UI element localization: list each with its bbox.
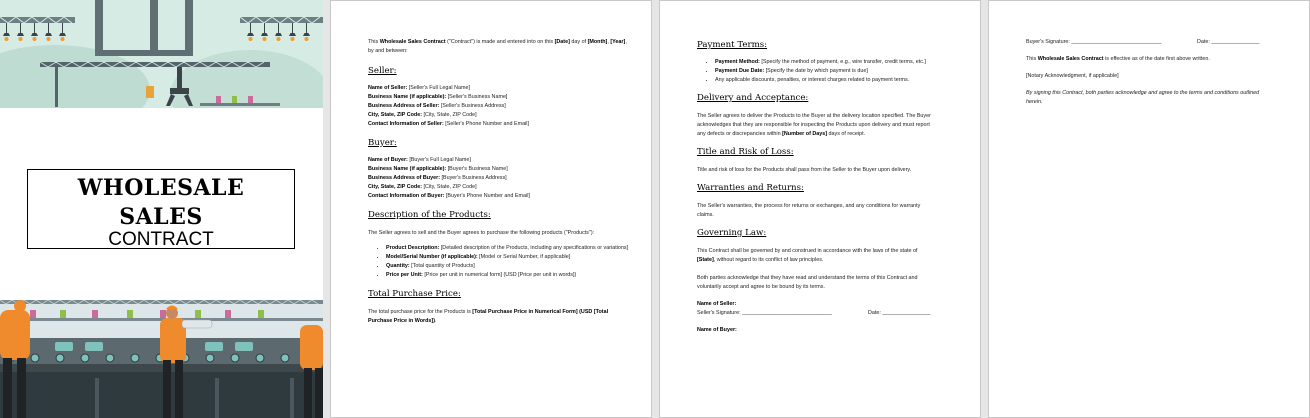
list-item: • Price per Unit: [Price per unit in numerical form] (USD [Price per unit in words]): [386, 271, 630, 280]
title-risk-heading: Title and Risk of Loss:: [697, 147, 794, 157]
seller-field: Name of Seller: [Seller's Full Legal Name]: [368, 85, 470, 91]
buyer-field: Name of Buyer: [Buyer's Full Legal Name]: [368, 157, 471, 163]
list-item: • Payment Method: [Specify the method of payment, e.g., wire transfer, credit terms, etc.]: [715, 58, 937, 67]
document-page-3: [659, 0, 981, 418]
list-item: • Any applicable discounts, penalties, or interest charges related to payment terms.: [715, 76, 937, 85]
seller-date-line: Date: ________________: [868, 310, 931, 316]
page4-content: [1026, 38, 1266, 107]
warranties-heading: Warranties and Returns:: [697, 183, 804, 193]
title-risk-paragraph: Title and risk of loss for the Products shall pass from the Seller to the Buyer upon delivery.: [697, 167, 912, 173]
factory-illustration-top: [0, 0, 323, 118]
closing-paragraph: By signing this Contract, both parties acknowledge and agree to the terms and conditions outlined herein.: [1026, 90, 1260, 105]
factory-illustration-bottom: [0, 300, 323, 418]
governing-law-heading: Governing Law:: [697, 228, 767, 238]
products-list: [368, 244, 630, 280]
buyer-field: Contact Information of Buyer: [Buyer's Phone Number and Email]: [368, 193, 530, 199]
payment-heading: Payment Terms:: [697, 40, 768, 50]
cover-title-line2: SALES: [119, 204, 203, 230]
products-heading: Description of the Products:: [368, 210, 491, 220]
list-item: • Quantity: [Total quantity of Products]: [386, 262, 630, 271]
seller-field: Contact Information of Seller: [Seller's Phone Number and Email]: [368, 121, 530, 127]
buyer-name-label: Name of Buyer:: [697, 327, 737, 333]
total-paragraph: The total purchase price for the Products is [Total Purchase Price in Numerical Form] (USD [Total Purchase Price in Words]).: [368, 309, 609, 324]
list-item: • Product Description: [Detailed description of the Products, including any specifications or variations]: [386, 244, 630, 253]
cover-title-line1: WHOLESALE: [77, 175, 245, 201]
buyer-field: Business Name (if applicable): [Buyer's Business Name]: [368, 166, 508, 172]
seller-name-label: Name of Seller:: [697, 301, 737, 307]
delivery-heading: Delivery and Acceptance:: [697, 93, 809, 103]
buyer-signature-line: Buyer's Signature: ______________________________ Date: ________________: [1026, 39, 1260, 45]
products-intro: The Seller agrees to sell and the Buyer agrees to purchase the following products ("Products"):: [368, 230, 595, 236]
buyer-date-line: Date: ________________: [1197, 39, 1260, 45]
buyer-field: City, State, ZIP Code: [City, State, ZIP Code]: [368, 184, 477, 190]
page3-content: [697, 40, 937, 335]
cover-page: [0, 0, 323, 418]
buyer-field: Business Address of Buyer: [Buyer's Business Address]: [368, 175, 507, 181]
effective-paragraph: This Wholesale Sales Contract is effective as of the date first above written.: [1026, 56, 1210, 62]
seller-field: City, State, ZIP Code: [City, State, ZIP Code]: [368, 112, 477, 118]
cover-title-line3: CONTRACT: [108, 229, 214, 250]
warranties-paragraph: The Seller's warranties, the process for returns or exchanges, and any conditions for warranty claims.: [697, 203, 921, 218]
buyer-heading: Buyer:: [368, 138, 397, 148]
payment-list: [697, 58, 937, 85]
acknowledgment-paragraph: Both parties acknowledge that they have read and understand the terms of this Contract and voluntarily accept and agree to be bound by its terms.: [697, 275, 918, 290]
seller-field: Business Address of Seller: [Seller's Business Address]: [368, 103, 506, 109]
cover-title-box: [27, 169, 295, 249]
governing-law-paragraph: This Contract shall be governed by and construed in accordance with the laws of the state of [State], without regard to its conflict of law principles.: [697, 248, 918, 263]
delivery-paragraph: The Seller agrees to deliver the Products to the Buyer at the delivery location specified. The Buyer acknowledges that they are responsible for inspecting the Products upon delivery and must report any defects or discrepancies within [Number of Days] days of receipt.: [697, 113, 931, 137]
notary-paragraph: [Notary Acknowledgment, if applicable]: [1026, 73, 1119, 79]
page2-content: [368, 38, 630, 326]
buyer-fields: [368, 156, 630, 201]
total-heading: Total Purchase Price:: [368, 289, 461, 299]
seller-signature-line: Seller's Signature: ______________________________ Date: ________________: [697, 310, 931, 316]
seller-field: Business Name (if applicable): [Seller's Business Name]: [368, 94, 508, 100]
seller-heading: Seller:: [368, 66, 397, 76]
list-item: • Payment Due Date: [Specify the date by which payment is due]: [715, 67, 937, 76]
document-page-4: [988, 0, 1310, 418]
intro-paragraph: This Wholesale Sales Contract ("Contract") is made and entered into on this [Date] day of [Month], [Year], by and between:: [368, 39, 627, 54]
seller-fields: [368, 84, 630, 129]
document-page-2: [330, 0, 652, 418]
list-item: • Model/Serial Number (if applicable): [Model or Serial Number, if applicable]: [386, 253, 630, 262]
